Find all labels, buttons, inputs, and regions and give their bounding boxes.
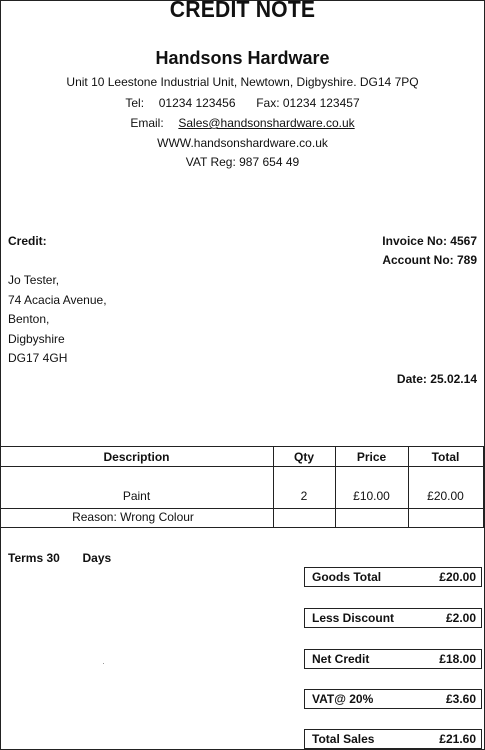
- customer-line: DG17 4GH: [8, 351, 68, 365]
- tel-number: 01234 123456: [158, 96, 236, 110]
- header-price: Price: [356, 450, 387, 464]
- company-phone-line: [0, 96, 485, 110]
- item-price: £10.00: [353, 489, 390, 503]
- goods-total-box: [304, 567, 482, 587]
- fax-number: 01234 123457: [282, 96, 360, 110]
- credit-label: Credit:: [8, 234, 47, 248]
- item-total: £20.00: [427, 489, 464, 503]
- table-rule: [483, 446, 484, 528]
- company-name: Handsons Hardware: [155, 48, 330, 68]
- totals-label: VAT@ 20%: [312, 692, 374, 706]
- table-rule: [0, 446, 484, 447]
- header-total: Total: [431, 450, 460, 464]
- scan-speck: [103, 663, 104, 664]
- net-credit-box: [304, 649, 482, 669]
- credit-date: [397, 372, 477, 386]
- date-label: Date:: [396, 372, 427, 386]
- fax-label: Fax:: [256, 96, 280, 110]
- totals-label: Net Credit: [312, 652, 370, 666]
- terms-unit: Days: [82, 551, 112, 565]
- document-title: CREDIT NOTE: [169, 0, 316, 22]
- company-website[interactable]: WWW.handsonshardware.co.uk: [157, 136, 328, 150]
- header-description: Description: [103, 450, 170, 464]
- company-address: Unit 10 Leestone Industrial Unit, Newtown, Digbyshire. DG14 7PQ: [66, 75, 419, 89]
- account-number: Account No: 789: [382, 253, 477, 267]
- less-discount-box: [304, 608, 482, 628]
- vat-box: [304, 689, 482, 709]
- totals-value: £21.60: [439, 732, 476, 746]
- customer-line: Jo Tester,: [8, 273, 60, 287]
- totals-label: Total Sales: [312, 732, 375, 746]
- table-rule: [0, 466, 484, 467]
- terms-label: Terms 30: [8, 551, 60, 565]
- payment-terms: [8, 551, 111, 565]
- table-rule: [0, 508, 484, 509]
- date-value: 25.02.14: [430, 372, 477, 386]
- customer-line: Benton,: [8, 312, 50, 326]
- email-label: Email:: [130, 116, 164, 130]
- item-description: Paint: [122, 489, 151, 503]
- totals-label: Goods Total: [312, 570, 382, 584]
- items-table: [0, 446, 484, 528]
- invoice-number: Invoice No: 4567: [382, 234, 477, 248]
- customer-line: 74 Acacia Avenue,: [8, 293, 107, 307]
- totals-value: £18.00: [439, 652, 476, 666]
- customer-line: Digbyshire: [8, 332, 65, 346]
- email-link[interactable]: Sales@handsonshardware.co.uk: [178, 116, 355, 130]
- total-sales-box: [304, 729, 482, 749]
- header-qty: Qty: [293, 450, 314, 464]
- credit-reason: Reason: Wrong Colour: [72, 510, 194, 524]
- item-qty: 2: [300, 489, 308, 503]
- totals-value: £3.60: [445, 692, 476, 706]
- tel-label: Tel:: [125, 96, 145, 110]
- vat-registration: VAT Reg: 987 654 49: [185, 155, 300, 169]
- company-email-line: [0, 116, 485, 130]
- totals-label: Less Discount: [312, 611, 395, 625]
- table-rule: [0, 527, 484, 528]
- totals-value: £20.00: [439, 570, 476, 584]
- totals-value: £2.00: [445, 611, 476, 625]
